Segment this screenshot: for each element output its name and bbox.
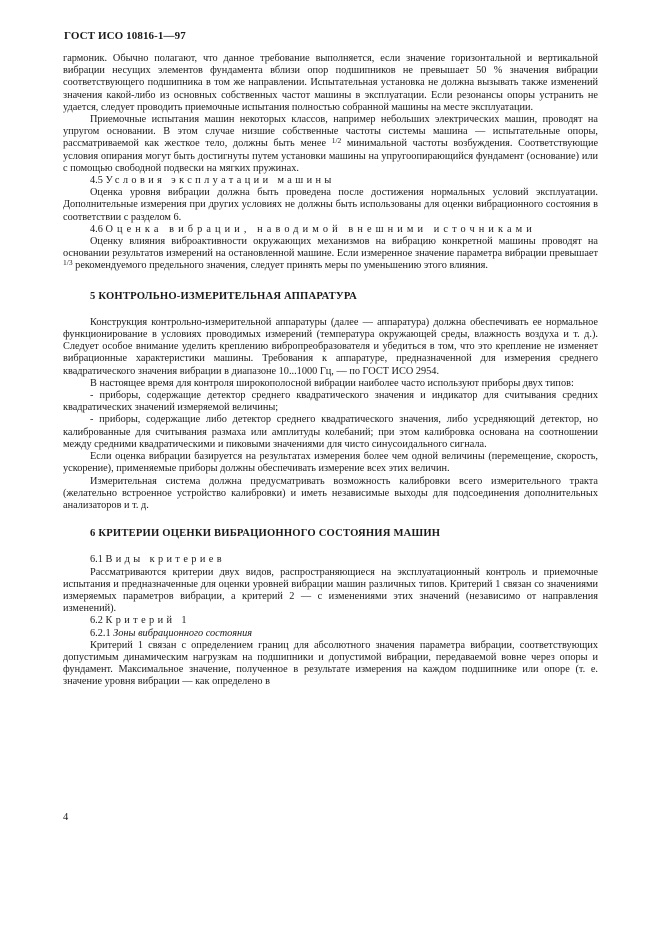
section-title: Условия эксплуатации машины — [105, 175, 335, 187]
text-run: Приемочные испытания машин некоторых классов, например небольших электрических машин, проводят на упругом основании. В этом случае низшие собственные частоты системы машина — испытательные опоры, рассматриваемой как жесткое тело, должны быть менее — [63, 114, 598, 150]
text-run: рекомендуемого предельного значения, следует принять меры по уменьшению этого влияния. — [75, 260, 488, 272]
fraction: 1/3 — [63, 258, 73, 268]
section-title: Зоны вибрационного состояния — [113, 627, 253, 639]
section-number: 6.1 — [90, 554, 103, 566]
list-item: - приборы, содержащие детектор среднего квадратического значения и индикатор для считывания средних квадратических значений измеряемой величины; — [63, 390, 598, 414]
section-number: 4.5 — [90, 175, 103, 187]
list-item: - приборы, содержащие либо детектор среднего квадратического значения, либо усредняющий детектор, но калиброванные для считывания размаха или амплитуды колебаний; при этом калибровка основана на соотношении между средними квадратическими и пиковыми значениями для чисто синусоидального сигнала. — [63, 414, 598, 450]
subsection-heading-4-5 — [63, 175, 598, 187]
fraction: 1/2 — [331, 136, 342, 146]
paragraph: Критерий 1 связан с определением границ для абсолютного значения параметра вибрации, соответствующих допустимым динамическим нагрузкам на подшипники и допустимой вибрации, передаваемой вовне через опоры и фундамент. Максимальное значение, полученное в результате измерения на каждом подшипнике или опоре (т. е. значение уровня вибрации — как определено в — [63, 639, 598, 688]
paragraph — [63, 114, 598, 175]
subsection-heading-6-2 — [63, 615, 598, 627]
paragraph: Рассматриваются критерии двух видов, распространяющиеся на эксплуатационный контроль и приемочные испытания и предназначенные для оценки уровней вибрации машин различных типов. Критерий 1 связан со значениями измеряемых параметров вибрации, а критерий 2 — с изменениями этих значений (независимо от направления изменений). — [63, 566, 598, 615]
document-header: ГОСТ ИСО 10816-1—97 — [64, 30, 186, 42]
section-number: 4.6 — [90, 223, 103, 235]
section-number: 6.2.1 — [90, 627, 111, 639]
subsection-heading-6-2-1 — [63, 628, 598, 640]
section-title: Оценка вибрации, наводимой внешними источниками — [105, 223, 536, 235]
section-title: Виды критериев — [105, 554, 225, 566]
subsection-heading-4-6 — [63, 224, 598, 236]
section-number: 6.2 — [90, 615, 103, 627]
paragraph: Измерительная система должна предусматривать возможность калибровки всего измерительного тракта (желательно встроенное устройство калибровки) и иметь независимые выходы для подсоединения дополнительных анализаторов и т. д. — [63, 475, 598, 511]
subsection-heading-6-1 — [63, 554, 598, 566]
document-body — [63, 53, 598, 689]
section-heading-5: 5 КОНТРОЛЬНО-ИЗМЕРИТЕЛЬНАЯ АППАРАТУРА — [90, 290, 357, 302]
section-heading-6: 6 КРИТЕРИИ ОЦЕНКИ ВИБРАЦИОННОГО СОСТОЯНИЯ МАШИН — [90, 528, 441, 540]
section-title: Критерий 1 — [105, 615, 190, 627]
paragraph — [63, 236, 598, 273]
paragraph: В настоящее время для контроля широкополосной вибрации наиболее часто используют приборы двух типов: — [90, 377, 574, 389]
paragraph: Если оценка вибрации базируется на результатах измерения более чем одной величины (перемещение, скорость, ускорение), применяемые приборы должны обеспечивать измерение всех этих величин. — [63, 451, 598, 475]
page-number: 4 — [63, 812, 69, 823]
paragraph: гармоник. Обычно полагают, что данное требование выполняется, если значение горизонтальной и вертикальной вибрации несущих элементов фундамента вблизи опор подшипников не превышает 50 % значения вибрации соответствующего подшипника в том же направлении. Испытательная установка не должна вызывать также изменений значения какой-либо из основных собственных частот машины в эксплуатации. Если резонансы опоры устранить не удается, следует проводить приемочные испытания полностью собранной машины на месте эксплуатации. — [63, 53, 598, 113]
paragraph: Оценка уровня вибрации должна быть проведена после достижения нормальных условий эксплуатации. Дополнительные измерения при других условиях не должны быть использованы для оценки вибрационного состояния в соответствии с разделом 6. — [63, 187, 598, 223]
paragraph: Конструкция контрольно-измерительной аппаратуры (далее — аппаратура) должна обеспечивать ее нормальное функционирование в условиях проводимых измерений (температура окружающей среды, влажность воздуха и т. д.). Следует особое внимание уделить креплению вибропреобразователя и убедиться в том, что это крепление не изменяет вибрационные характеристики машины. Требования к аппаратуре, предназначенной для измерения среднего квадратического значения вибрации в диапазоне 10...1000 Гц, — по ГОСТ ИСО 2954. — [63, 316, 598, 377]
text-run: Оценку влияния виброактивности окружающих механизмов на вибрацию конкретной машины проводят на основании результатов измерений на остановленной машине. Если измеренное значение параметра вибрации превышает — [63, 236, 598, 260]
text-run: минимальной частоты возбуждения. Соответствующие условия опирания могут быть достигнуты путем установки машины на упругоопирающийся фундамент (основание) или с помощью свободной подвески на мягких пружинах. — [63, 138, 599, 174]
